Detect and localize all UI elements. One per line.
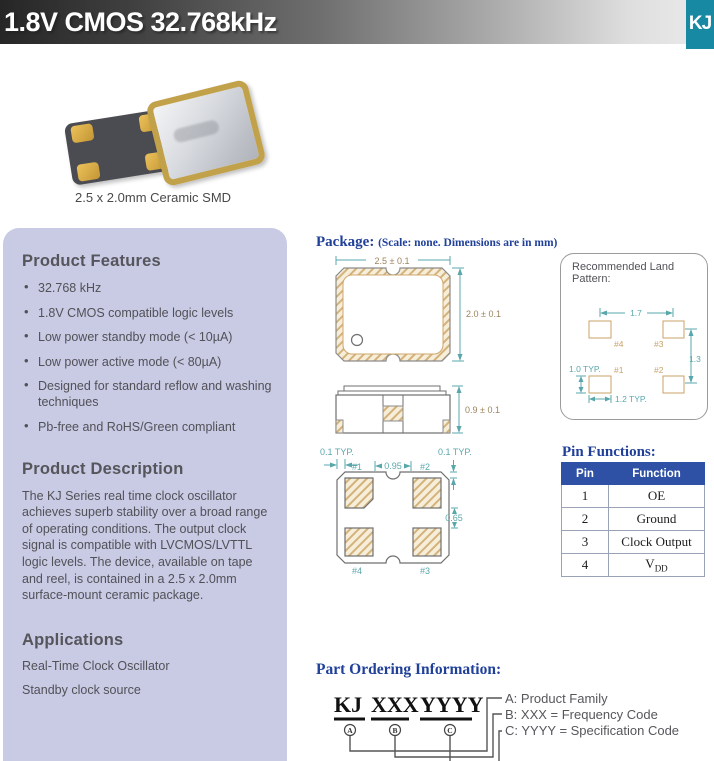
land-pad1-label: #1 bbox=[614, 365, 624, 375]
application-item: Real-Time Clock Oscillator bbox=[22, 658, 170, 673]
dim-lines bbox=[452, 386, 463, 433]
land-dim-pad-h: 1.0 TYP. bbox=[569, 364, 601, 374]
application-item: Standby clock source bbox=[22, 682, 141, 697]
feature-item: • Designed for standard reflow and washing techniques bbox=[24, 378, 286, 410]
package-bottom-view bbox=[320, 447, 472, 576]
land-pattern-box bbox=[560, 253, 708, 420]
dim-pitch: 0.95 bbox=[384, 461, 402, 471]
pin-function: OE bbox=[609, 485, 705, 508]
package-heading-note: (Scale: none. Dimensions are in mm) bbox=[378, 237, 558, 249]
pin-functions-table bbox=[561, 462, 705, 577]
ordering-diagram bbox=[316, 686, 714, 761]
pin-number: 3 bbox=[562, 531, 609, 554]
land-dim-height: 1.3 bbox=[689, 354, 701, 364]
circle-c-label: C bbox=[447, 726, 453, 735]
chip-pad bbox=[70, 123, 94, 143]
legend-spec-code: C: YYYY = Specification Code bbox=[505, 723, 680, 738]
dim-top-width: 2.5 ± 0.1 bbox=[374, 256, 410, 266]
dim-top-height: 2.0 ± 0.1 bbox=[466, 309, 501, 319]
feature-item: • Low power active mode (< 80µA) bbox=[24, 354, 286, 370]
table-row bbox=[562, 508, 705, 531]
pin-functions-heading: Pin Functions: bbox=[562, 444, 656, 460]
dim-side-height: 0.9 ± 0.1 bbox=[465, 405, 500, 415]
land-pads bbox=[589, 321, 684, 393]
dim-right-typ: 0.1 TYP. bbox=[438, 447, 472, 457]
kj-logo: KJ bbox=[686, 0, 714, 49]
pin-function: Ground bbox=[609, 508, 705, 531]
part-group-family: KJ bbox=[334, 692, 363, 717]
applications-heading: Applications bbox=[22, 630, 124, 649]
feature-item: • 1.8V CMOS compatible logic levels bbox=[24, 305, 286, 321]
land-pad2-label: #2 bbox=[654, 365, 664, 375]
package-drawing bbox=[316, 248, 516, 588]
part-group-spec: YYYY bbox=[420, 692, 484, 717]
pin1-indicator-icon bbox=[352, 335, 363, 346]
dim-lines bbox=[452, 268, 464, 361]
dim-lines bbox=[450, 460, 457, 490]
chip-pad bbox=[76, 162, 100, 182]
features-heading: Product Features bbox=[22, 252, 161, 270]
pad4-label: #4 bbox=[352, 566, 363, 576]
land-pattern-drawing bbox=[561, 254, 707, 419]
pin-function bbox=[609, 554, 705, 577]
land-pattern-title: Recommended Land Pattern: bbox=[572, 261, 675, 285]
pin-number: 2 bbox=[562, 508, 609, 531]
pad3-label: #3 bbox=[420, 566, 431, 576]
package-side-view bbox=[336, 386, 500, 433]
pad1-label: #1 bbox=[352, 462, 363, 472]
circle-a-label: A bbox=[347, 726, 353, 735]
circle-b-label: B bbox=[392, 726, 398, 735]
legend-product-family: A: Product Family bbox=[505, 691, 608, 706]
table-row bbox=[562, 485, 705, 508]
pin-number: 1 bbox=[562, 485, 609, 508]
legend-frequency-code: B: XXX = Frequency Code bbox=[505, 707, 658, 722]
land-pad3-label: #3 bbox=[654, 339, 664, 349]
chip-top-view-image bbox=[145, 79, 267, 188]
photo-caption: 2.5 x 2.0mm Ceramic SMD bbox=[75, 190, 232, 205]
part-group-frequency: XXX bbox=[371, 692, 419, 717]
package-top-view bbox=[336, 256, 501, 361]
land-dim-pad-w: 1.2 TYP. bbox=[615, 394, 647, 404]
description-text: The KJ Series real time clock oscillator achieves superb stability over a broad range of operating conditions. The output clock signal is compatible with LVCMOS/LVTTL logic levels. The device, available on tape and reel, is contained in a 2.5 x 2.0mm surface-mount ceramic package. bbox=[22, 488, 268, 603]
pad2-label: #2 bbox=[420, 462, 431, 472]
col-pin: Pin bbox=[562, 463, 609, 485]
feature-item: • Pb-free and RoHS/Green compliant bbox=[24, 419, 286, 435]
chip-logo-mark bbox=[172, 119, 220, 144]
vdd-sub: DD bbox=[654, 563, 668, 574]
page-title: 1.8V CMOS 32.768kHz bbox=[4, 7, 277, 37]
pin-function: Clock Output bbox=[609, 531, 705, 554]
pin-number: 4 bbox=[562, 554, 609, 577]
features-list bbox=[24, 280, 272, 435]
col-function: Function bbox=[609, 463, 705, 485]
header-bar bbox=[0, 0, 714, 44]
table-header-row bbox=[562, 463, 705, 485]
package-heading-label: Package: bbox=[316, 234, 375, 250]
product-photo bbox=[58, 86, 268, 194]
table-row bbox=[562, 554, 705, 577]
vdd-main: V bbox=[645, 556, 655, 572]
feature-item: • 32.768 kHz bbox=[24, 280, 286, 296]
table-row bbox=[562, 531, 705, 554]
ordering-heading: Part Ordering Information: bbox=[316, 661, 502, 678]
dim-row: 0.65 bbox=[445, 513, 463, 523]
feature-item: • Low power standby mode (< 10µA) bbox=[24, 329, 286, 345]
land-pad4-label: #4 bbox=[614, 339, 624, 349]
dim-left-typ: 0.1 TYP. bbox=[320, 447, 354, 457]
sidebar-panel bbox=[3, 228, 287, 761]
description-heading: Product Description bbox=[22, 459, 184, 478]
circle-markers bbox=[345, 725, 456, 736]
land-dim-width: 1.7 bbox=[630, 308, 642, 318]
